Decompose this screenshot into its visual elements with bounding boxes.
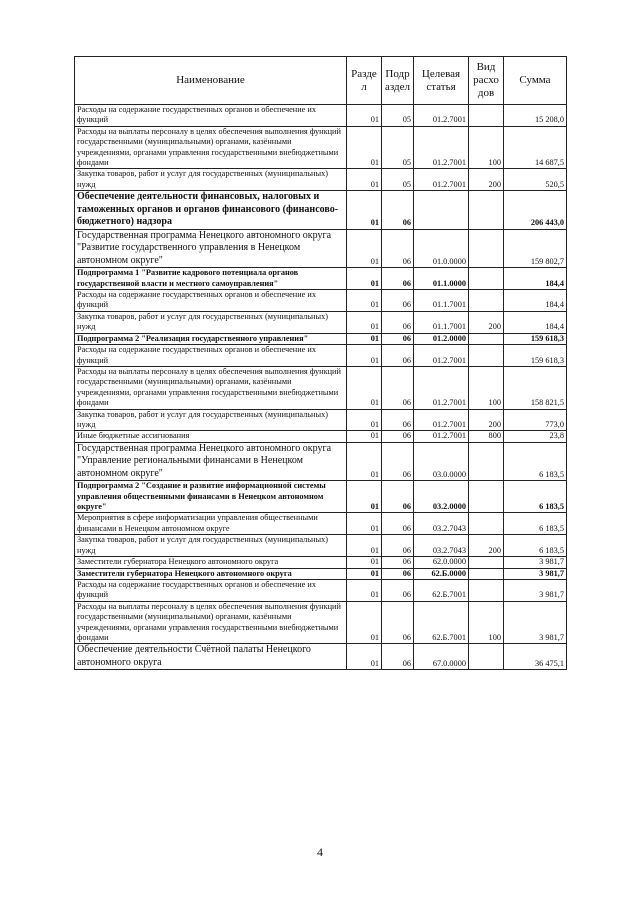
cell-sum: 36 475,1 [504,644,567,670]
cell-subsection: 06 [382,644,414,670]
cell-expense-type [469,229,504,268]
cell-sum: 14 687,5 [504,126,567,169]
cell-expense-type [469,481,504,513]
table-row [75,169,567,191]
cell-name: Мероприятия в сфере информатизации управления общественными финансами в Ненецком автономном округе [75,513,347,535]
table-row [75,557,567,568]
cell-target-article: 62.0.0000 [414,557,469,568]
cell-name: Государственная программа Ненецкого автономного округа "Развитие государственного управления в Ненецком автономном округе" [75,229,347,268]
cell-expense-type [469,568,504,579]
cell-section: 01 [347,268,382,290]
cell-expense-type [469,557,504,568]
table-row [75,601,567,644]
cell-section: 01 [347,366,382,409]
table-row [75,535,567,557]
cell-subsection: 06 [382,366,414,409]
cell-expense-type [469,191,504,230]
header-sum: Сумма [504,57,567,105]
cell-name: Заместители губернатора Ненецкого автономного округа [75,557,347,568]
table-row [75,345,567,367]
table-row [75,191,567,230]
cell-name: Расходы на содержание государственных органов и обеспечение их функций [75,105,347,127]
table-row [75,290,567,312]
header-subsection: Подр аздел [382,57,414,105]
cell-sum: 3 981,7 [504,601,567,644]
cell-subsection: 06 [382,311,414,333]
cell-expense-type [469,644,504,670]
cell-name: Расходы на выплаты персоналу в целях обеспечения выполнения функций государственными (муниципальными) органами, казёнными учреждениями, органами управления государственными внебюджетными фондами [75,601,347,644]
table-row [75,481,567,513]
cell-target-article: 01.2.7001 [414,169,469,191]
cell-sum: 6 183,5 [504,535,567,557]
cell-expense-type: 100 [469,126,504,169]
cell-sum: 3 981,7 [504,557,567,568]
header-expense-type: Вид расхо дов [469,57,504,105]
table-row [75,409,567,431]
cell-expense-type: 200 [469,169,504,191]
table-row [75,333,567,344]
budget-sheet [74,56,566,670]
cell-subsection: 06 [382,191,414,230]
cell-sum: 6 183,5 [504,481,567,513]
cell-section: 01 [347,431,382,442]
cell-subsection: 06 [382,535,414,557]
cell-subsection: 06 [382,345,414,367]
cell-subsection: 06 [382,431,414,442]
cell-name: Обеспечение деятельности Счётной палаты Ненецкого автономного округа [75,644,347,670]
cell-section: 01 [347,557,382,568]
cell-section: 01 [347,579,382,601]
cell-subsection: 06 [382,442,414,481]
cell-target-article: 03.2.7043 [414,535,469,557]
cell-target-article [414,191,469,230]
cell-target-article: 01.0.0000 [414,229,469,268]
cell-subsection: 06 [382,268,414,290]
cell-section: 01 [347,191,382,230]
table-row [75,431,567,442]
cell-subsection: 06 [382,579,414,601]
cell-expense-type [469,579,504,601]
cell-subsection: 05 [382,105,414,127]
cell-sum: 184,4 [504,311,567,333]
cell-sum: 23,8 [504,431,567,442]
table-row [75,568,567,579]
cell-expense-type: 200 [469,409,504,431]
cell-sum: 184,4 [504,290,567,312]
cell-sum: 159 618,3 [504,345,567,367]
cell-name: Расходы на выплаты персоналу в целях обеспечения выполнения функций государственными (муниципальными) органами, казёнными учреждениями, органами управления государственными внебюджетными фондами [75,126,347,169]
cell-name: Расходы на содержание государственных органов и обеспечение их функций [75,579,347,601]
cell-name: Подпрограмма 1 "Развитие кадрового потенциала органов государственной власти и местного самоуправления" [75,268,347,290]
cell-name: Расходы на содержание государственных органов и обеспечение их функций [75,345,347,367]
cell-expense-type [469,345,504,367]
cell-sum: 184,4 [504,268,567,290]
table-row [75,442,567,481]
table-row [75,105,567,127]
cell-expense-type [469,333,504,344]
cell-sum: 15 208,0 [504,105,567,127]
table-row [75,268,567,290]
cell-name: Расходы на содержание государственных органов и обеспечение их функций [75,290,347,312]
cell-section: 01 [347,105,382,127]
page-number: 4 [317,845,323,859]
table-header-row [75,57,567,105]
cell-section: 01 [347,513,382,535]
cell-section: 01 [347,229,382,268]
cell-subsection: 06 [382,568,414,579]
cell-subsection: 05 [382,126,414,169]
cell-sum: 159 802,7 [504,229,567,268]
table-body [75,105,567,670]
cell-section: 01 [347,644,382,670]
table-row [75,229,567,268]
cell-name: Закупка товаров, работ и услуг для государственных (муниципальных) нужд [75,311,347,333]
cell-name: Иные бюджетные ассигнования [75,431,347,442]
cell-expense-type [469,290,504,312]
cell-sum: 6 183,5 [504,442,567,481]
cell-expense-type: 100 [469,601,504,644]
cell-expense-type: 100 [469,366,504,409]
cell-target-article: 03.0.0000 [414,442,469,481]
cell-name: Закупка товаров, работ и услуг для государственных (муниципальных) нужд [75,409,347,431]
cell-sum: 206 443,0 [504,191,567,230]
cell-target-article: 03.2.0000 [414,481,469,513]
cell-name: Подпрограмма 2 "Создание и развитие информационной системы управления общественными финансами в Ненецком автономном округе" [75,481,347,513]
cell-sum: 773,0 [504,409,567,431]
cell-name: Государственная программа Ненецкого автономного округа "Управление региональными финансами в Ненецком автономном округе" [75,442,347,481]
cell-target-article: 01.1.7001 [414,290,469,312]
cell-expense-type [469,442,504,481]
cell-sum: 3 981,7 [504,579,567,601]
cell-target-article: 62.Б.7001 [414,601,469,644]
cell-target-article: 01.2.7001 [414,409,469,431]
cell-section: 01 [347,169,382,191]
cell-name: Заместители губернатора Ненецкого автономного округа [75,568,347,579]
cell-sum: 520,5 [504,169,567,191]
budget-table [74,56,567,670]
table-row [75,311,567,333]
cell-subsection: 06 [382,557,414,568]
header-section: Разде л [347,57,382,105]
cell-expense-type: 200 [469,311,504,333]
cell-target-article: 01.2.7001 [414,126,469,169]
cell-sum: 6 183,5 [504,513,567,535]
header-target-article: Целевая статья [414,57,469,105]
table-row [75,579,567,601]
cell-section: 01 [347,290,382,312]
cell-expense-type [469,513,504,535]
cell-subsection: 06 [382,333,414,344]
cell-subsection: 06 [382,481,414,513]
cell-target-article: 62.Б.7001 [414,579,469,601]
cell-expense-type: 200 [469,535,504,557]
cell-target-article: 01.2.7001 [414,366,469,409]
cell-section: 01 [347,535,382,557]
cell-subsection: 06 [382,290,414,312]
cell-section: 01 [347,481,382,513]
cell-section: 01 [347,601,382,644]
cell-target-article: 03.2.7043 [414,513,469,535]
cell-name: Закупка товаров, работ и услуг для государственных (муниципальных) нужд [75,535,347,557]
cell-section: 01 [347,409,382,431]
cell-expense-type [469,268,504,290]
cell-target-article: 01.2.7001 [414,105,469,127]
cell-section: 01 [347,568,382,579]
cell-target-article: 01.2.0000 [414,333,469,344]
cell-section: 01 [347,345,382,367]
cell-subsection: 06 [382,601,414,644]
cell-target-article: 01.2.7001 [414,345,469,367]
cell-section: 01 [347,126,382,169]
cell-subsection: 05 [382,169,414,191]
cell-section: 01 [347,311,382,333]
cell-sum: 158 821,5 [504,366,567,409]
cell-section: 01 [347,333,382,344]
cell-name: Подпрограмма 2 "Реализация государственного управления" [75,333,347,344]
table-row [75,644,567,670]
table-row [75,126,567,169]
cell-name: Закупка товаров, работ и услуг для государственных (муниципальных) нужд [75,169,347,191]
cell-expense-type [469,105,504,127]
cell-expense-type: 800 [469,431,504,442]
cell-target-article: 62.Б.0000 [414,568,469,579]
cell-section: 01 [347,442,382,481]
cell-sum: 159 618,3 [504,333,567,344]
cell-target-article: 01.1.7001 [414,311,469,333]
table-row [75,366,567,409]
cell-name: Обеспечение деятельности финансовых, налоговых и таможенных органов и органов финансового (финансово-бюджетного) надзора [75,191,347,230]
cell-subsection: 06 [382,513,414,535]
header-name: Наименование [75,57,347,105]
cell-target-article: 01.1.0000 [414,268,469,290]
cell-target-article: 67.0.0000 [414,644,469,670]
cell-sum: 3 981,7 [504,568,567,579]
cell-subsection: 06 [382,409,414,431]
cell-subsection: 06 [382,229,414,268]
cell-name: Расходы на выплаты персоналу в целях обеспечения выполнения функций государственными (муниципальными) органами, казёнными учреждениями, органами управления государственными внебюджетными фондами [75,366,347,409]
table-row [75,513,567,535]
cell-target-article: 01.2.7001 [414,431,469,442]
